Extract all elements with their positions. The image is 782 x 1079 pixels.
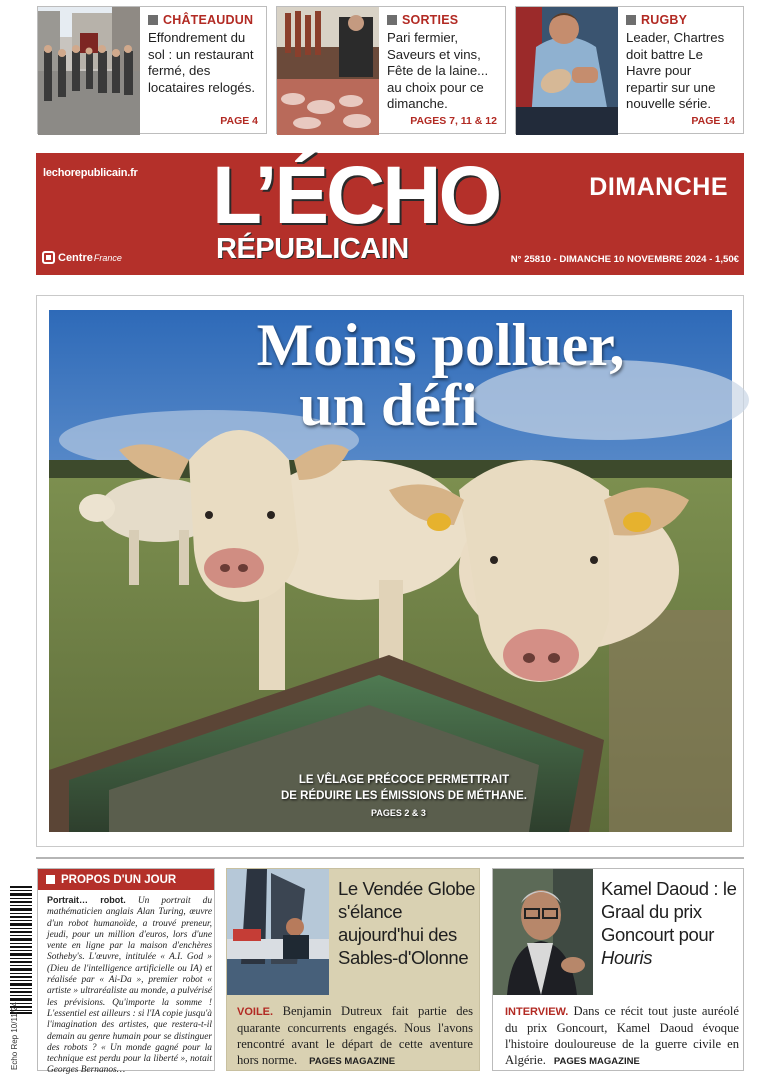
daoud-photo	[493, 869, 593, 995]
teaser-category: SORTIES	[387, 13, 497, 27]
vendee-globe-box[interactable]	[226, 868, 480, 1071]
daoud-body: INTERVIEW. Dans ce récit tout juste auréolé du prix Goncourt, Kamel Daoud évoque l'histoire douloureuse de la guerre civile en Algérie. PAGES MAGAZINE	[505, 1004, 739, 1067]
centrefrance-icon	[42, 251, 55, 264]
teaser-body: Pari fermier, Saveurs et vins, Fête de la laine... au choix pour ce dimanche.	[387, 30, 489, 112]
teaser-category: CHÂTEAUDUN	[148, 13, 258, 27]
vendee-photo	[227, 869, 329, 995]
square-bullet-icon	[626, 15, 636, 25]
daoud-title: Kamel Daoud : le Graal du prix Goncourt pour Houris	[601, 878, 737, 968]
square-bullet-icon	[387, 15, 397, 25]
barcode	[10, 886, 36, 1071]
logo-subtitle: RÉPUBLICAIN	[216, 233, 409, 265]
teaser-category: RUGBY	[626, 13, 735, 27]
section-divider	[36, 857, 744, 859]
teaser-text	[626, 13, 735, 113]
teaser-body: Leader, Chartres doit battre Le Havre pour repartir sur une nouvelle série.	[626, 30, 725, 112]
square-bullet-icon	[46, 875, 55, 884]
barcode-label: Echo Rep 10/11/24	[10, 1002, 19, 1070]
photo-credit: PHOTO D'ARCHIVES	[41, 736, 48, 800]
teaser-sorties[interactable]	[276, 6, 506, 134]
centrefrance-logo: Centre France	[42, 251, 122, 264]
daoud-box[interactable]	[492, 868, 744, 1071]
teaser-text	[148, 13, 258, 96]
issue-info: N° 25810 - DIMANCHE 10 NOVEMBRE 2024 - 1,50€	[510, 254, 739, 265]
daoud-page: PAGES MAGAZINE	[553, 1056, 640, 1067]
teaser-page: PAGE 14	[691, 115, 735, 127]
propos-column[interactable]	[37, 868, 215, 1076]
propos-header: PROPOS D'UN JOUR	[38, 869, 214, 890]
barcode-icon	[10, 886, 32, 1014]
vendee-title: Le Vendée Globe s'élance aujourd'hui des Sables-d'Olonne	[338, 878, 475, 968]
vendee-page: PAGES MAGAZINE	[309, 1056, 396, 1067]
teaser-rugby[interactable]	[515, 6, 744, 134]
teaser-chateaudun[interactable]	[37, 6, 267, 134]
propos-text: Portrait… robot. Un portrait du mathématicien anglais Alan Turing, œuvre d'un robot humanoïde, a trouvé preneur, jeudi, pour un million d'euros, lors d'une vente en ligne par la maison d'enchères Sotheby's. L'œuvre, intitulée « A.I. God » (Dieu de l'intelligence artificielle ou IA) et réalisée par « Ai-Da », premier robot « artiste » ultraréaliste au monde, a pulvérisé les prévisions. Qu'importe la somme ! L'essentiel est ailleurs : si l'IA copie jusqu'à l'imagination des artistes, que restera-t-il demain au genre humain pour se distinguer des robots ? « Un monde gagné pour la technique est perdu pour la liberté », notait Georges Bernanos…	[47, 895, 213, 1076]
teaser-page: PAGES 7, 11 & 12	[410, 115, 497, 127]
hero-photo[interactable]	[41, 310, 732, 832]
square-bullet-icon	[148, 15, 158, 25]
hero-headline-line1: Moins polluer,	[256, 312, 625, 378]
teaser-photo-street	[38, 7, 140, 133]
teaser-text	[387, 13, 497, 113]
site-url[interactable]: lechorepublicain.fr	[43, 167, 138, 179]
hero-caption-pages: PAGES 2 & 3	[371, 808, 426, 818]
edition-day: DIMANCHE	[589, 173, 728, 201]
teaser-page: PAGE 4	[220, 115, 258, 127]
logo-title: L’ÉCHO	[212, 150, 500, 241]
masthead	[36, 150, 744, 275]
teaser-photo-market	[277, 7, 379, 133]
teaser-photo-rugby	[516, 7, 618, 133]
vendee-body: VOILE. Benjamin Dutreux fait partie des quarante concurrents engagés. Nous l'avons rencontré avant le départ de cette aventure hors norme. PAGES MAGAZINE	[237, 1004, 473, 1067]
teaser-body: Effondrement du sol : un restaurant fermé, des locataires relogés.	[148, 30, 256, 95]
hero-caption: LE VÊLAGE PRÉCOCE PERMETTRAIT DE RÉDUIRE LES ÉMISSIONS DE MÉTHANE.	[280, 774, 527, 802]
hero-headline-line2: un défi	[299, 372, 478, 438]
